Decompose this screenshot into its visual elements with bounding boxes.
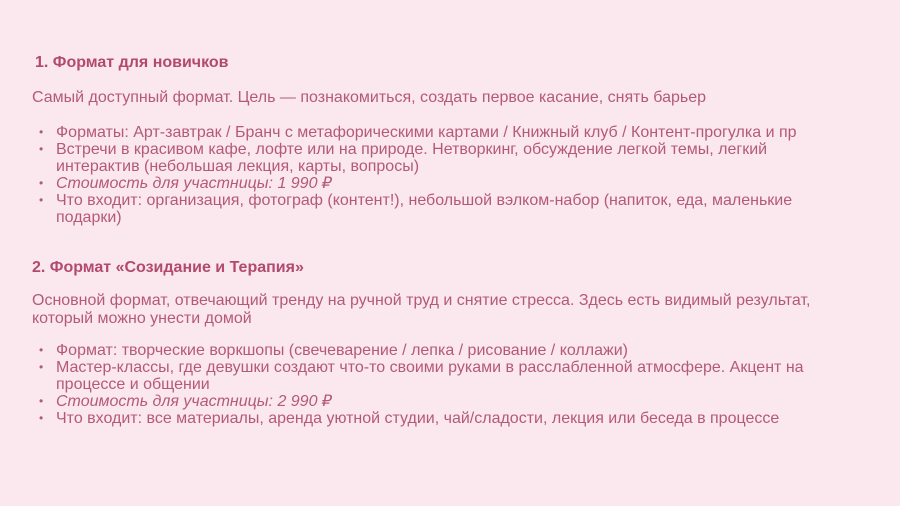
section-1-title: 1. Формат для новичков — [35, 54, 229, 71]
price-text: Стоимость для участницы: 2 990 ₽ — [56, 393, 333, 410]
bullet-icon: • — [39, 411, 44, 425]
section-2-title: 2. Формат «Созидание и Терапия» — [32, 259, 304, 276]
list-item — [38, 410, 838, 427]
bullet-icon: • — [39, 360, 44, 374]
bullet-icon: • — [39, 343, 44, 357]
section-2-intro: Основной формат, отвечающий тренду на ручной труд и снятие стресса. Здесь есть видимый результат, который можно унести домой — [32, 292, 811, 327]
bullet-text: Что входит: все материалы, аренда уютной студии, чай/сладости, лекция или беседа в процессе — [56, 410, 780, 427]
bullet-text: Встречи в красивом кафе, лофте или на природе. Нетворкинг, обсуждение легкой темы, легкий интерактив (небольшая лекция, карты, вопросы) — [56, 141, 768, 175]
list-item-price — [38, 393, 838, 410]
section-1-bullet-list — [38, 124, 838, 226]
bullet-icon: • — [39, 193, 44, 207]
list-item-price — [38, 175, 838, 192]
section-1-intro: Самый доступный формат. Цель — познакомиться, создать первое касание, снять барьер — [32, 89, 706, 106]
list-item — [38, 124, 838, 141]
bullet-icon: • — [39, 125, 44, 139]
bullet-text: Форматы: Арт-завтрак / Бранч с метафорическими картами / Книжный клуб / Контент-прогулка и пр — [56, 124, 797, 141]
bullet-text: Формат: творческие воркшопы (свечеварение / лепка / рисование / коллажи) — [56, 342, 628, 359]
bullet-icon: • — [39, 142, 44, 156]
list-item — [38, 342, 838, 359]
bullet-icon: • — [39, 394, 44, 408]
list-item — [38, 141, 838, 175]
bullet-text: Мастер-классы, где девушки создают что-то своими руками в расслабленной атмосфере. Акцент на процессе и общении — [56, 359, 804, 393]
section-2-bullet-list — [38, 342, 838, 427]
bullet-icon: • — [39, 176, 44, 190]
list-item — [38, 359, 838, 393]
list-item — [38, 192, 838, 226]
bullet-text: Что входит: организация, фотограф (контент!), небольшой вэлком-набор (напиток, еда, маленькие подарки) — [56, 192, 793, 226]
price-text: Стоимость для участницы: 1 990 ₽ — [56, 175, 333, 192]
